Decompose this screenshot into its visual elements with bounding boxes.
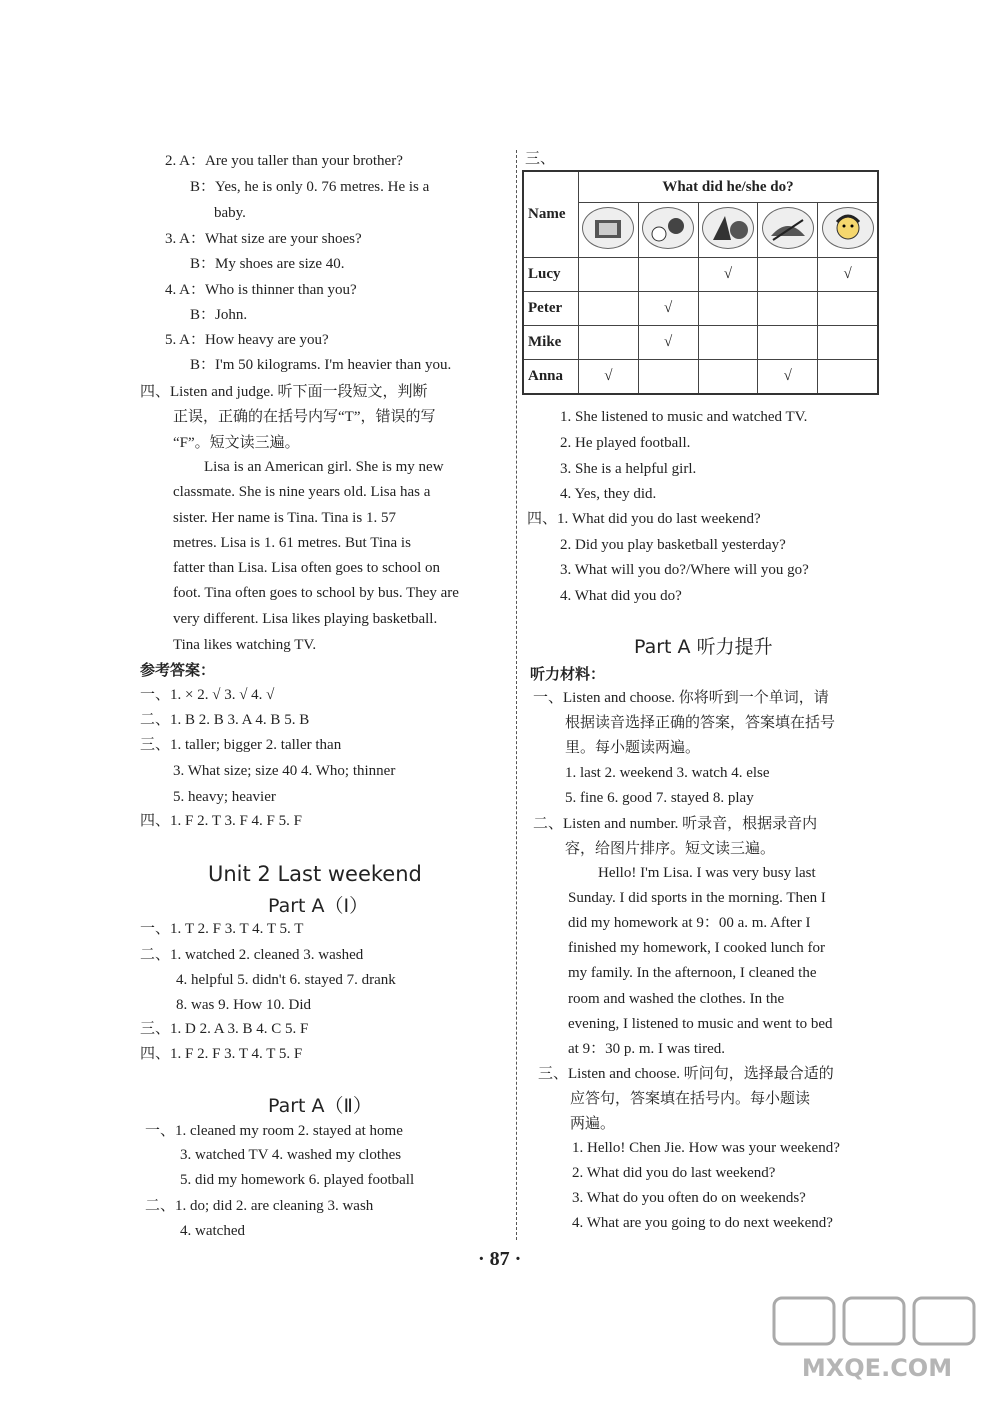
table-row: Anna √ √ <box>523 360 878 395</box>
section-instruction: 两遍。 <box>570 1116 616 1132</box>
answer-line: 3. watched TV 4. washed my clothes <box>180 1147 402 1163</box>
passage-line: room and washed the clothes. In the <box>568 991 785 1007</box>
passage-line: very different. Lisa likes playing basketball. <box>173 611 438 627</box>
section-instruction: 应答句，答案填在括号内。每小题读 <box>570 1091 811 1107</box>
answer-line: 二、1. B 2. B 3. A 4. B 5. B <box>140 712 310 728</box>
passage-line: finished my homework, I cooked lunch for <box>568 940 826 956</box>
section-instruction: 根据读音选择正确的答案，答案填在括号 <box>565 715 836 731</box>
answers-title: 参考答案： <box>140 663 216 679</box>
answer-line: 一、1. T 2. F 3. T 4. T 5. T <box>140 921 304 937</box>
answer-line: 三、1. taller; bigger 2. taller than <box>140 737 342 753</box>
table-row: Lucy √ √ <box>523 258 878 292</box>
answer-line: 4. watched <box>180 1223 245 1239</box>
picture-cell <box>638 203 698 258</box>
question-line: 3. What do you often do on weekends? <box>572 1190 806 1206</box>
passage-line: sister. Her name is Tina. Tina is 1. 57 <box>173 510 396 526</box>
word-list: 5. fine 6. good 7. stayed 8. play <box>565 790 754 806</box>
answer-line: 一、1. cleaned my room 2. stayed at home <box>145 1123 403 1139</box>
answer-line: 二、1. watched 2. cleaned 3. washed <box>140 947 364 963</box>
picture-cell <box>758 203 818 258</box>
passage-line: Hello! I'm Lisa. I was very busy last <box>598 865 816 881</box>
section-heading: 二、Listen and number. 听录音，根据录音内 <box>533 816 818 832</box>
materials-title: 听力材料： <box>530 667 606 683</box>
picture-cell <box>698 203 758 258</box>
passage-line: at 9：30 p. m. I was tired. <box>568 1041 726 1057</box>
passage-line: classmate. She is nine years old. Lisa has a <box>173 484 431 500</box>
dialog-line: B：John. <box>190 307 248 323</box>
answer-line: 一、1. × 2. √ 3. √ 4. √ <box>140 687 275 703</box>
answer-line: 8. was 9. How 10. Did <box>176 997 311 1013</box>
section-instruction: 容，给图片排序。短文读三遍。 <box>565 841 776 857</box>
answer-line: 5. did my homework 6. played football <box>180 1172 415 1188</box>
section-heading: 四、Listen and judge. 听下面一段短文，判断 <box>140 384 428 400</box>
name-header: Name <box>523 171 579 258</box>
question-line: 1. Hello! Chen Jie. How was your weekend? <box>572 1140 840 1156</box>
answer-line: 1. She listened to music and watched TV. <box>560 409 808 425</box>
section-instruction: 正误，正确的在括号内写“T”，错误的写 <box>173 409 436 425</box>
activity-table <box>522 170 879 395</box>
table-header: What did he/she do? <box>579 171 879 203</box>
word-list: 1. last 2. weekend 3. watch 4. else <box>565 765 770 781</box>
passage-line: foot. Tina often goes to school by bus. They are <box>173 585 459 601</box>
passage-line: did my homework at 9：00 a. m. After I <box>568 915 811 931</box>
passage-line: Tina likes watching TV. <box>173 637 317 653</box>
answer-line: 四、1. F 2. T 3. F 4. F 5. F <box>140 813 302 829</box>
answer-line: 二、1. do; did 2. are cleaning 3. wash <box>145 1198 374 1214</box>
dialog-line: 5. A：How heavy are you? <box>165 332 329 348</box>
answer-line: 3. She is a helpful girl. <box>560 461 697 477</box>
part-title: Part A（Ⅰ） <box>268 895 369 917</box>
question-line: 4. What are you going to do next weekend? <box>572 1215 833 1231</box>
answer-line: 4. What did you do? <box>560 588 682 604</box>
dialog-line: baby. <box>214 205 246 221</box>
passage-line: metres. Lisa is 1. 61 metres. But Tina is <box>173 535 411 551</box>
dialog-line: 2. A：Are you taller than your brother? <box>165 153 403 169</box>
passage-line: Sunday. I did sports in the morning. Then I <box>568 890 826 906</box>
picture-cell <box>818 203 878 258</box>
passage-line: Lisa is an American girl. She is my new <box>204 459 444 475</box>
football-picture-icon <box>642 207 694 249</box>
answer-line: 四、1. What did you do last weekend? <box>527 511 761 527</box>
section-heading: 三、 <box>525 151 556 167</box>
unit-title: Unit 2 Last weekend <box>208 862 422 886</box>
cleaning-picture-icon <box>702 207 754 249</box>
column-divider <box>516 150 517 1240</box>
section-heading: 三、Listen and choose. 听问句，选择最合适的 <box>538 1066 834 1082</box>
answer-line: 5. heavy; heavier <box>173 789 276 805</box>
music-picture-icon <box>822 207 874 249</box>
answer-line: 4. Yes, they did. <box>560 486 657 502</box>
dialog-line: B：My shoes are size 40. <box>190 256 345 272</box>
passage-line: my family. In the afternoon, I cleaned the <box>568 965 817 981</box>
answer-line: 2. Did you play basketball yesterday? <box>560 537 786 553</box>
answer-line: 3. What will you do?/Where will you go? <box>560 562 809 578</box>
washing-picture-icon <box>762 207 814 249</box>
section-instruction: 里。每小题读两遍。 <box>565 740 701 756</box>
page-number: · 87 · <box>478 1248 522 1270</box>
watermark-logo <box>772 1294 982 1384</box>
dialog-line: B：I'm 50 kilograms. I'm heavier than you. <box>190 357 452 373</box>
section-heading: 一、Listen and choose. 你将听到一个单词，请 <box>533 690 829 706</box>
answer-line: 四、1. F 2. F 3. T 4. T 5. F <box>140 1046 303 1062</box>
passage-line: evening, I listened to music and went to bed <box>568 1016 833 1032</box>
answer-line: 2. He played football. <box>560 435 691 451</box>
svg-text:MXQE.COM: MXQE.COM <box>801 1354 953 1382</box>
passage-line: fatter than Lisa. Lisa often goes to school on <box>173 560 441 576</box>
table-row: Mike √ <box>523 326 878 360</box>
dialog-line: B：Yes, he is only 0. 76 metres. He is a <box>190 179 430 195</box>
picture-cell <box>579 203 639 258</box>
tv-picture-icon <box>582 207 634 249</box>
dialog-line: 3. A：What size are your shoes? <box>165 231 362 247</box>
section-instruction: “F”。短文读三遍。 <box>173 435 300 451</box>
part-title: Part A 听力提升 <box>634 636 773 658</box>
table-row: Peter √ <box>523 292 878 326</box>
answer-line: 4. helpful 5. didn't 6. stayed 7. drank <box>176 972 396 988</box>
question-line: 2. What did you do last weekend? <box>572 1165 776 1181</box>
part-title: Part A（Ⅱ） <box>268 1095 372 1117</box>
answer-line: 3. What size; size 40 4. Who; thinner <box>173 763 396 779</box>
answer-line: 三、1. D 2. A 3. B 4. C 5. F <box>140 1021 309 1037</box>
dialog-line: 4. A：Who is thinner than you? <box>165 282 357 298</box>
